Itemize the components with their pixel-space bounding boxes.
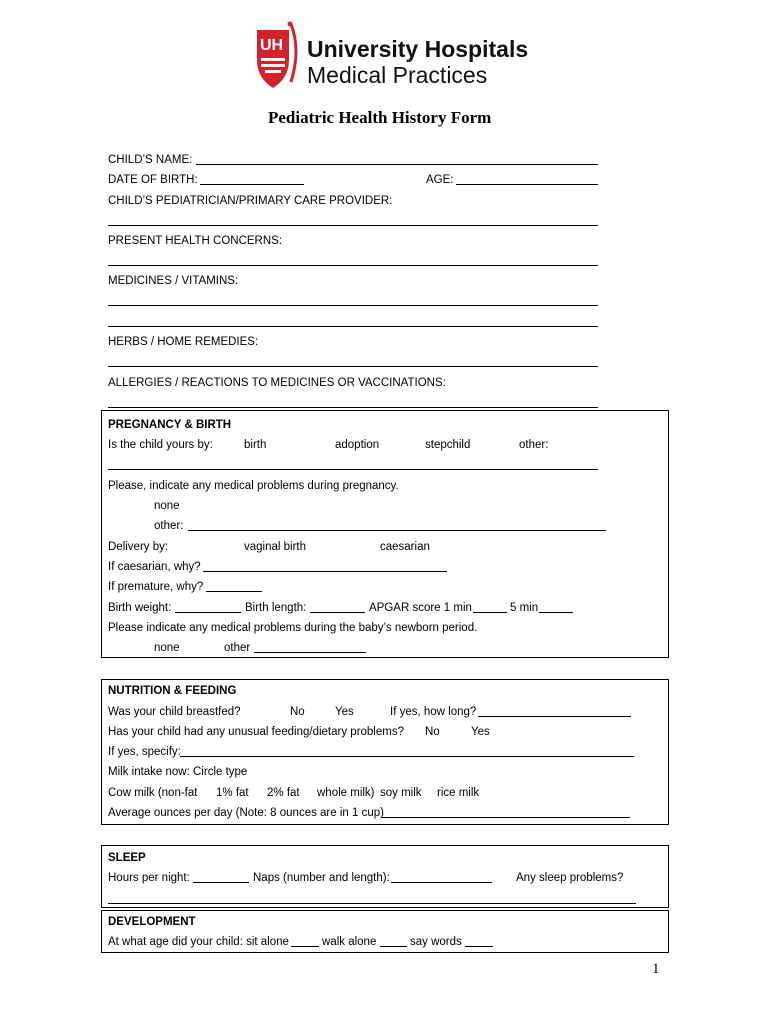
hours-per-night-line[interactable]: [193, 882, 249, 883]
pregnancy-birth-title: PREGNANCY & BIRTH: [108, 419, 232, 431]
pregnancy-other-label: other:: [154, 520, 184, 532]
childs-name-label: CHILD’S NAME:: [108, 154, 193, 166]
rice-milk-option[interactable]: rice milk: [437, 787, 480, 799]
birth-weight-line[interactable]: [175, 612, 241, 613]
breastfed-label: Was your child breastfed?: [108, 706, 241, 718]
breastfed-no-option[interactable]: No: [290, 706, 305, 718]
unusual-yes-option[interactable]: Yes: [471, 726, 490, 738]
apgar-label: APGAR score 1 min: [369, 602, 472, 614]
pregnancy-problems-label: Please, indicate any medical problems during pregnancy.: [108, 480, 399, 492]
medicines-line-1[interactable]: [108, 305, 598, 306]
milk-intake-label: Milk intake now: Circle type: [108, 766, 248, 778]
sit-alone-line[interactable]: [291, 946, 319, 947]
child-yours-label: Is the child yours by:: [108, 439, 213, 451]
newborn-none-option[interactable]: none: [154, 642, 180, 654]
childs-name-line[interactable]: [196, 164, 598, 165]
child-yours-line[interactable]: [108, 469, 598, 470]
date-of-birth-line[interactable]: [200, 184, 304, 185]
allergies-label: ALLERGIES / REACTIONS TO MEDICINES OR VACCINATIONS:: [108, 377, 446, 389]
say-words-line[interactable]: [465, 946, 493, 947]
herbs-label: HERBS / HOME REMEDIES:: [108, 336, 259, 348]
ounces-line[interactable]: [382, 817, 630, 818]
birth-weight-label: Birth weight:: [108, 602, 172, 614]
breastfed-yes-option[interactable]: Yes: [335, 706, 354, 718]
how-long-label: If yes, how long?: [390, 706, 477, 718]
birth-length-label: Birth length:: [245, 602, 307, 614]
birth-length-line[interactable]: [310, 612, 365, 613]
cow-milk-option[interactable]: Cow milk (non-fat: [108, 787, 198, 799]
age-label: AGE:: [426, 174, 454, 186]
logo-title: University Hospitals: [307, 36, 529, 62]
age-line[interactable]: [456, 184, 598, 185]
naps-label: Naps (number and length):: [253, 872, 390, 884]
date-of-birth-label: DATE OF BIRTH:: [108, 174, 198, 186]
svg-text:UH: UH: [260, 37, 284, 54]
uh-shield-icon: [255, 20, 303, 90]
sit-alone-label: At what age did your child: sit alone: [108, 936, 289, 948]
unusual-feeding-label: Has your child had any unusual feeding/dietary problems?: [108, 726, 404, 738]
allergies-line[interactable]: [108, 407, 598, 408]
pediatrician-label: CHILD’S PEDIATRICIAN/PRIMARY CARE PROVIDER:: [108, 195, 393, 207]
if-caesarian-label: If caesarian, why?: [108, 561, 201, 573]
health-concerns-label: PRESENT HEALTH CONCERNS:: [108, 235, 283, 247]
pediatrician-line[interactable]: [108, 225, 598, 226]
say-words-label: say words: [410, 936, 462, 948]
sleep-title: SLEEP: [108, 852, 146, 864]
page-number: 1: [652, 961, 660, 977]
option-stepchild[interactable]: stepchild: [425, 439, 471, 451]
option-birth[interactable]: birth: [244, 439, 267, 451]
development-title: DEVELOPMENT: [108, 916, 196, 928]
delivery-caesarian-option[interactable]: caesarian: [380, 541, 430, 553]
specify-line[interactable]: [180, 756, 634, 757]
hours-per-night-label: Hours per night:: [108, 872, 190, 884]
newborn-other-label: other: [224, 642, 251, 654]
unusual-no-option[interactable]: No: [425, 726, 440, 738]
logo-subtitle: Medical Practices: [307, 62, 488, 88]
option-adoption[interactable]: adoption: [335, 439, 380, 451]
health-concerns-line[interactable]: [108, 265, 598, 266]
walk-alone-line[interactable]: [380, 946, 407, 947]
pregnancy-none-option[interactable]: none: [154, 500, 180, 512]
newborn-other-line[interactable]: [254, 652, 366, 653]
if-premature-line[interactable]: [206, 591, 262, 592]
apgar-5min-line[interactable]: [539, 612, 573, 613]
ounces-label: Average ounces per day (Note: 8 ounces are in 1 cup): [108, 807, 384, 819]
nutrition-feeding-title: NUTRITION & FEEDING: [108, 685, 237, 697]
medicines-label: MEDICINES / VITAMINS:: [108, 275, 239, 287]
pregnancy-other-line[interactable]: [188, 530, 606, 531]
option-other[interactable]: other:: [519, 439, 549, 451]
walk-alone-label: walk alone: [322, 936, 377, 948]
sleep-problems-label: Any sleep problems?: [516, 872, 624, 884]
delivery-vaginal-option[interactable]: vaginal birth: [244, 541, 307, 553]
whole-milk-option[interactable]: whole milk): [317, 787, 375, 799]
soy-milk-option[interactable]: soy milk: [380, 787, 422, 799]
if-premature-label: If premature, why?: [108, 581, 204, 593]
apgar-1min-line[interactable]: [473, 612, 507, 613]
nutrition-feeding-section: [101, 679, 669, 825]
naps-line[interactable]: [391, 882, 492, 883]
logo: [255, 20, 529, 92]
how-long-line[interactable]: [478, 716, 631, 717]
herbs-line[interactable]: [108, 366, 598, 367]
newborn-problems-label: Please indicate any medical problems during the baby’s newborn period.: [108, 622, 478, 634]
sleep-problems-line[interactable]: [108, 903, 636, 904]
medicines-line-2[interactable]: [108, 326, 598, 327]
specify-label: If yes, specify:: [108, 746, 181, 758]
two-percent-option[interactable]: 2% fat: [267, 787, 300, 799]
one-percent-option[interactable]: 1% fat: [216, 787, 249, 799]
form-title: Pediatric Health History Form: [268, 108, 492, 127]
if-caesarian-line[interactable]: [203, 571, 447, 572]
apgar-5min-label: 5 min: [510, 602, 539, 614]
delivery-label: Delivery by:: [108, 541, 169, 553]
